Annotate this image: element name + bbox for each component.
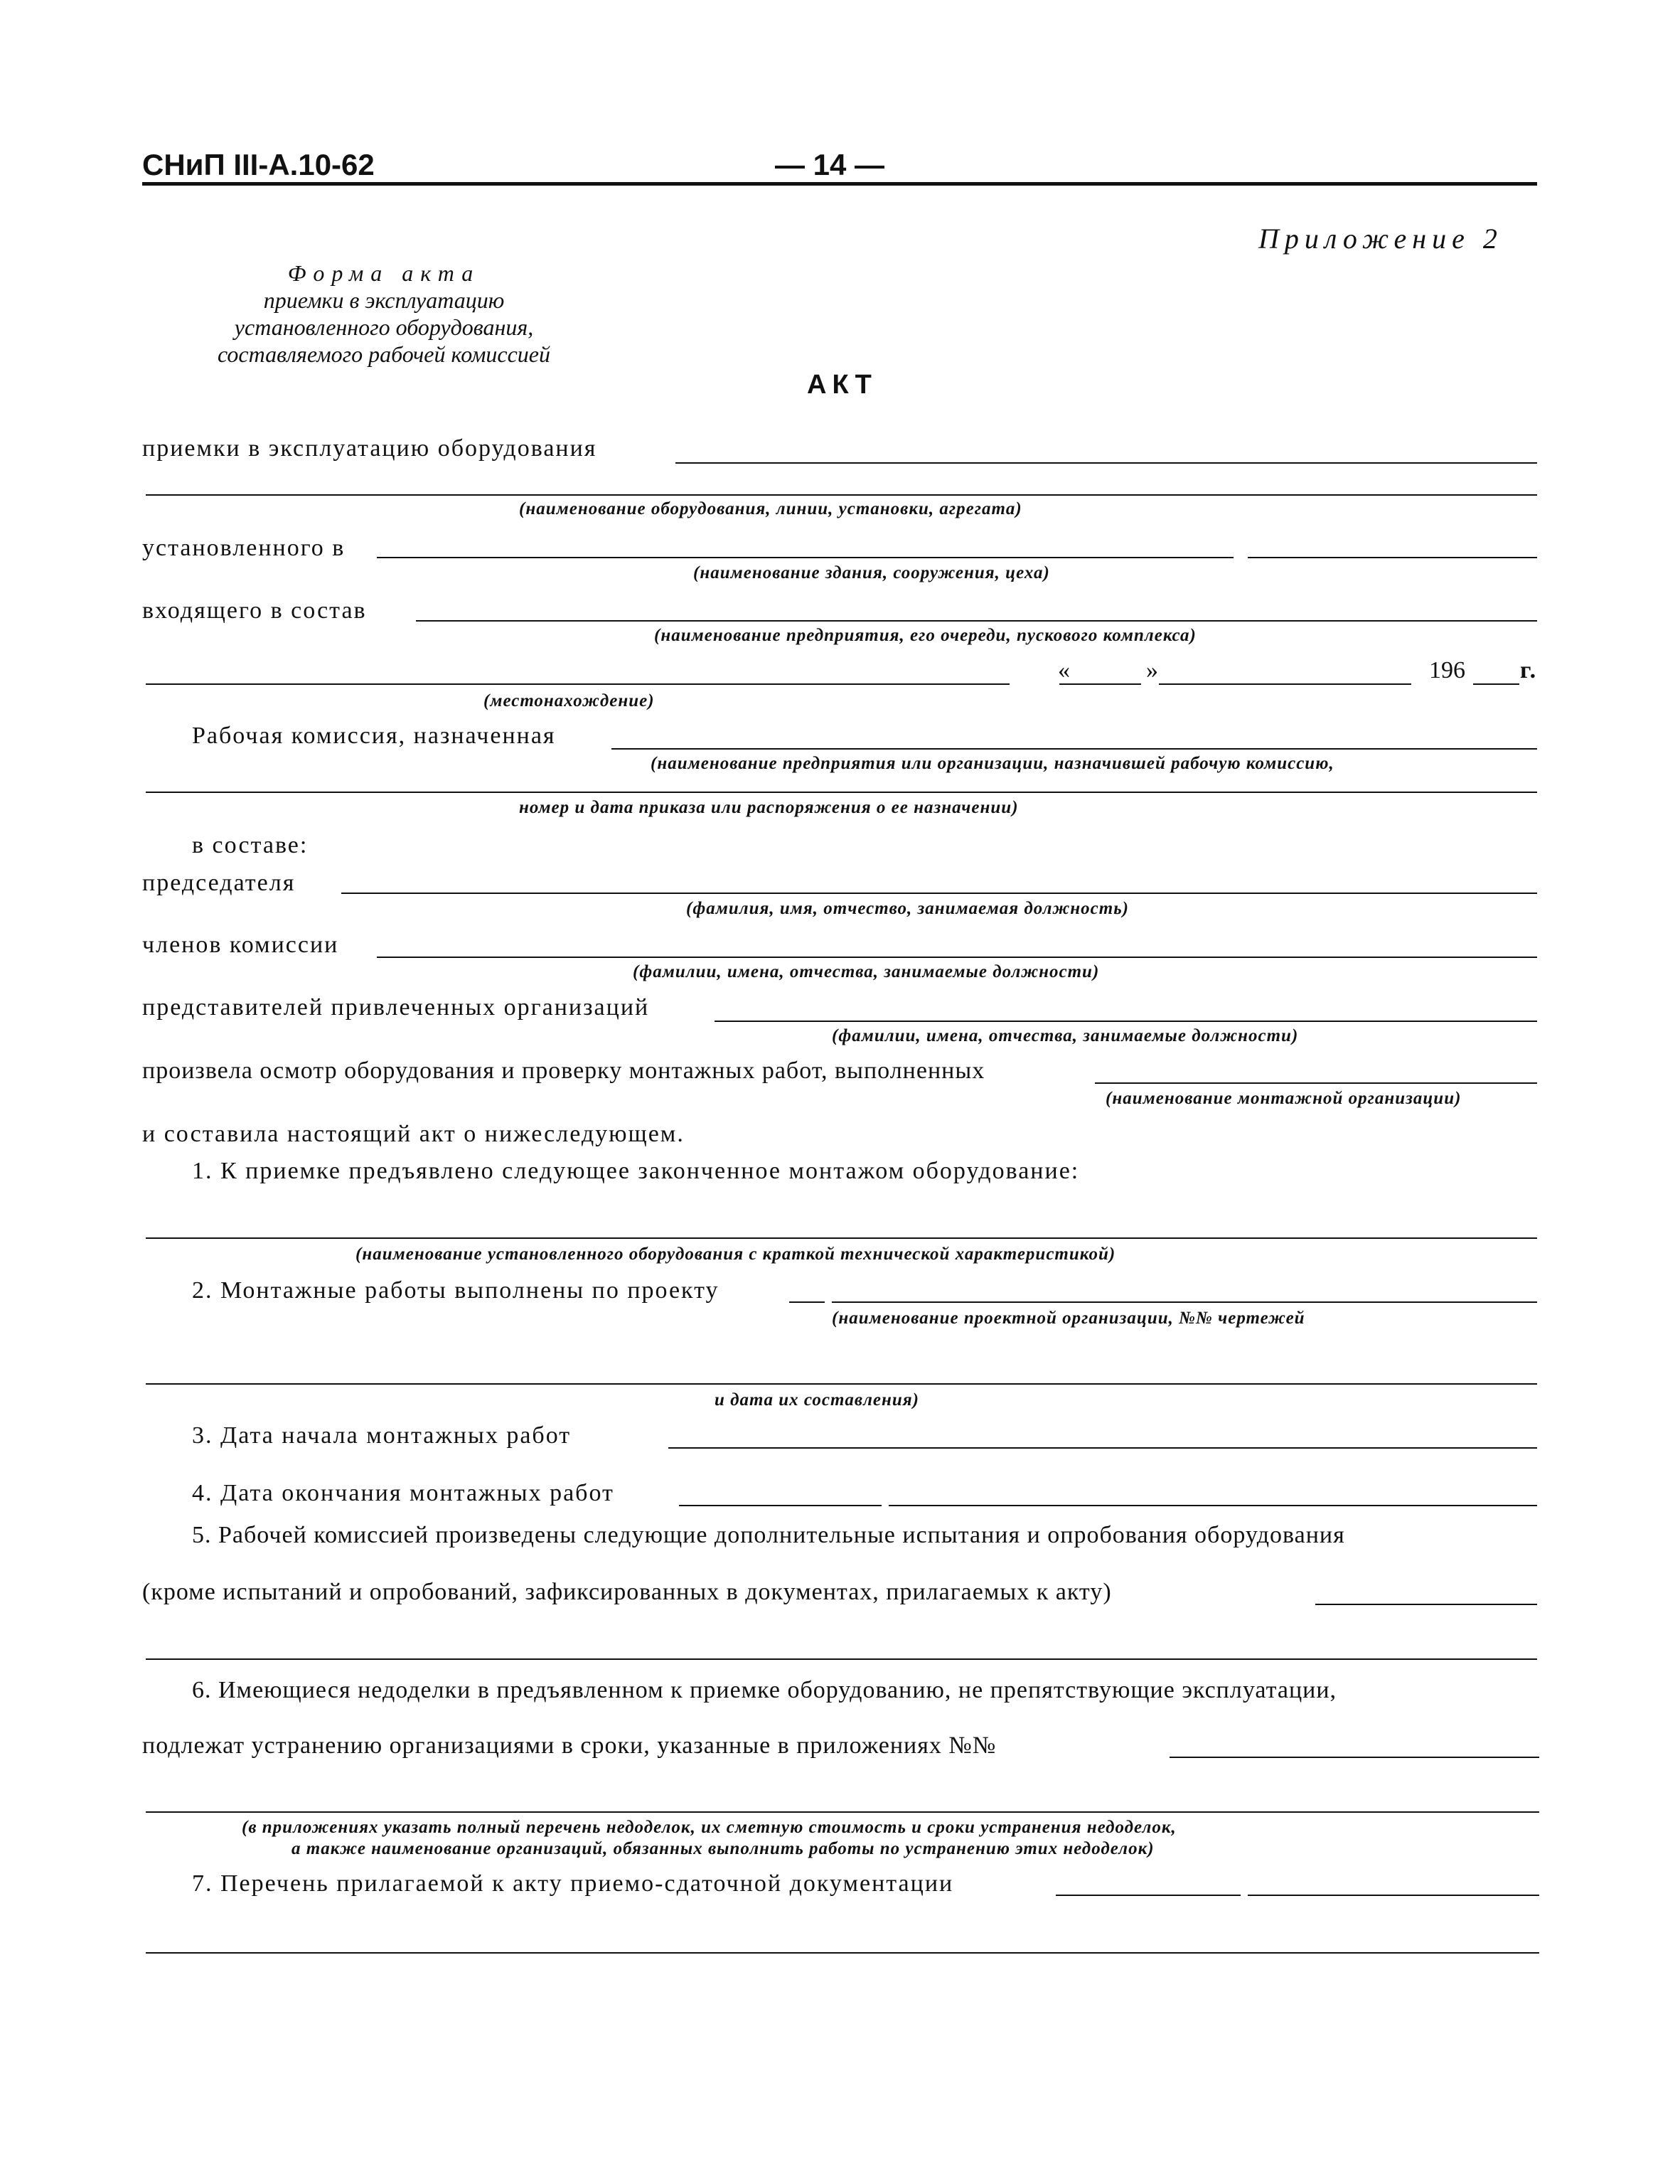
header-rule	[142, 182, 1537, 186]
item-2: 2. Монтажные работы выполнены по проекту	[192, 1277, 719, 1304]
item-2-field-2[interactable]	[146, 1383, 1537, 1385]
item-2-field[interactable]	[789, 1301, 825, 1303]
caption-representatives: (фамилии, имена, отчества, занимаемые должности)	[832, 1026, 1299, 1045]
item-1: 1. К приемке предъявлено следующее законченное монтажом оборудование:	[192, 1158, 1080, 1184]
item-6-field[interactable]	[1170, 1757, 1539, 1758]
acceptance-label: приемки в эксплуатацию оборудования	[142, 435, 597, 462]
composition-label: в составе:	[192, 832, 309, 858]
item-6-field-2[interactable]	[146, 1811, 1539, 1813]
document-code: СНиП III-А.10-62	[142, 148, 375, 181]
item-1-field[interactable]	[146, 1237, 1537, 1239]
caption-location: (местонахождение)	[483, 691, 655, 710]
caption-installer: (наименование монтажной организации)	[1106, 1089, 1462, 1108]
item-7-field-2[interactable]	[146, 1952, 1539, 1954]
year-field[interactable]	[1473, 683, 1519, 685]
year-suffix: г.	[1520, 657, 1538, 683]
item-4: 4. Дата окончания монтажных работ	[192, 1480, 614, 1506]
equipment-field-2[interactable]	[146, 494, 1537, 496]
date-quote-open: «	[1058, 657, 1071, 683]
chairman-field[interactable]	[341, 893, 1537, 894]
item-7-field[interactable]	[1056, 1895, 1241, 1896]
caption-commission-2: номер и дата приказа или распоряжения о ее назначении)	[519, 798, 1019, 817]
form-title-line: составляемого рабочей комиссией	[217, 341, 550, 367]
inspection-label: произвела осмотр оборудования и проверку монтажных работ, выполненных	[142, 1058, 985, 1084]
caption-item-6-2: а также наименование организаций, обязанных выполнить работы по устранению этих недоделок)	[291, 1839, 1155, 1858]
commission-field[interactable]	[611, 748, 1537, 750]
item-5-line-1: 5. Рабочей комиссией произведены следующие дополнительные испытания и опробования оборудования	[192, 1522, 1345, 1548]
item-7-field-b[interactable]	[1248, 1895, 1539, 1896]
caption-item-6-1: (в приложениях указать полный перечень недоделок, их сметную стоимость и сроки устранения недоделок,	[242, 1818, 1177, 1837]
item-5-field-2[interactable]	[146, 1658, 1537, 1660]
form-title-line: Форма акта	[287, 260, 481, 286]
equipment-field[interactable]	[675, 462, 1537, 464]
caption-item-1: (наименование установленного оборудования с краткой технической характеристикой)	[355, 1245, 1116, 1264]
caption-chairman: (фамилия, имя, отчество, занимаемая должность)	[686, 899, 1129, 918]
members-field[interactable]	[377, 957, 1537, 958]
installer-field[interactable]	[1095, 1082, 1537, 1084]
building-field-2[interactable]	[1248, 557, 1537, 558]
date-month-field[interactable]	[1159, 683, 1411, 685]
item-3-field[interactable]	[668, 1447, 1537, 1449]
item-2-field-b[interactable]	[832, 1301, 1537, 1303]
location-field[interactable]	[146, 683, 1010, 685]
item-5-line-2: (кроме испытаний и опробований, зафиксированных в документах, прилагаемых к акту)	[142, 1579, 1112, 1605]
caption-item-2-2: и дата их составления)	[715, 1390, 920, 1410]
caption-enterprise: (наименование предприятия, его очереди, пускового комплекса)	[654, 626, 1197, 645]
caption-commission-1: (наименование предприятия или организации, назначившей рабочую комиссию,	[651, 754, 1334, 773]
commission-field-2[interactable]	[146, 792, 1537, 793]
act-title: АКТ	[807, 370, 877, 400]
item-6-line-2: подлежат устранению организациями в сроки, указанные в приложениях №№	[142, 1732, 997, 1759]
members-label: членов комиссии	[142, 932, 339, 958]
building-field[interactable]	[377, 557, 1234, 558]
enterprise-field[interactable]	[416, 620, 1537, 622]
form-title-line: приемки в эксплуатацию	[263, 287, 505, 313]
compiled-label: и составила настоящий акт о нижеследующем.	[142, 1121, 685, 1147]
form-title-line: установленного оборудования,	[234, 314, 534, 340]
item-3: 3. Дата начала монтажных работ	[192, 1422, 572, 1449]
caption-item-2-1: (наименование проектной организации, №№ чертежей	[832, 1309, 1305, 1328]
year-prefix: 196	[1429, 657, 1465, 683]
representatives-field[interactable]	[715, 1021, 1537, 1022]
form-title	[114, 260, 654, 368]
item-5-field[interactable]	[1315, 1604, 1537, 1605]
caption-equipment: (наименование оборудования, линии, установки, агрегата)	[519, 499, 1022, 518]
chairman-label: председателя	[142, 870, 296, 896]
page-number: — 14 —	[775, 148, 885, 181]
appendix-label: Приложение 2	[1258, 223, 1503, 255]
item-4-field[interactable]	[679, 1505, 882, 1506]
item-6-line-1: 6. Имеющиеся недоделки в предъявленном к приемке оборудованию, не препятствующие эксплуатации,	[192, 1677, 1337, 1703]
date-quote-close: »	[1146, 657, 1160, 683]
item-7: 7. Перечень прилагаемой к акту приемо-сдаточной документации	[192, 1870, 954, 1897]
date-day-field[interactable]	[1059, 683, 1141, 685]
representatives-label: представителей привлеченных организаций	[142, 994, 650, 1021]
installed-in-label: установленного в	[142, 535, 346, 561]
part-of-label: входящего в состав	[142, 597, 367, 624]
commission-label: Рабочая комиссия, назначенная	[192, 723, 556, 749]
caption-building: (наименование здания, сооружения, цеха)	[693, 563, 1050, 582]
caption-members: (фамилии, имена, отчества, занимаемые должности)	[633, 962, 1100, 981]
item-4-field-b[interactable]	[889, 1505, 1537, 1506]
